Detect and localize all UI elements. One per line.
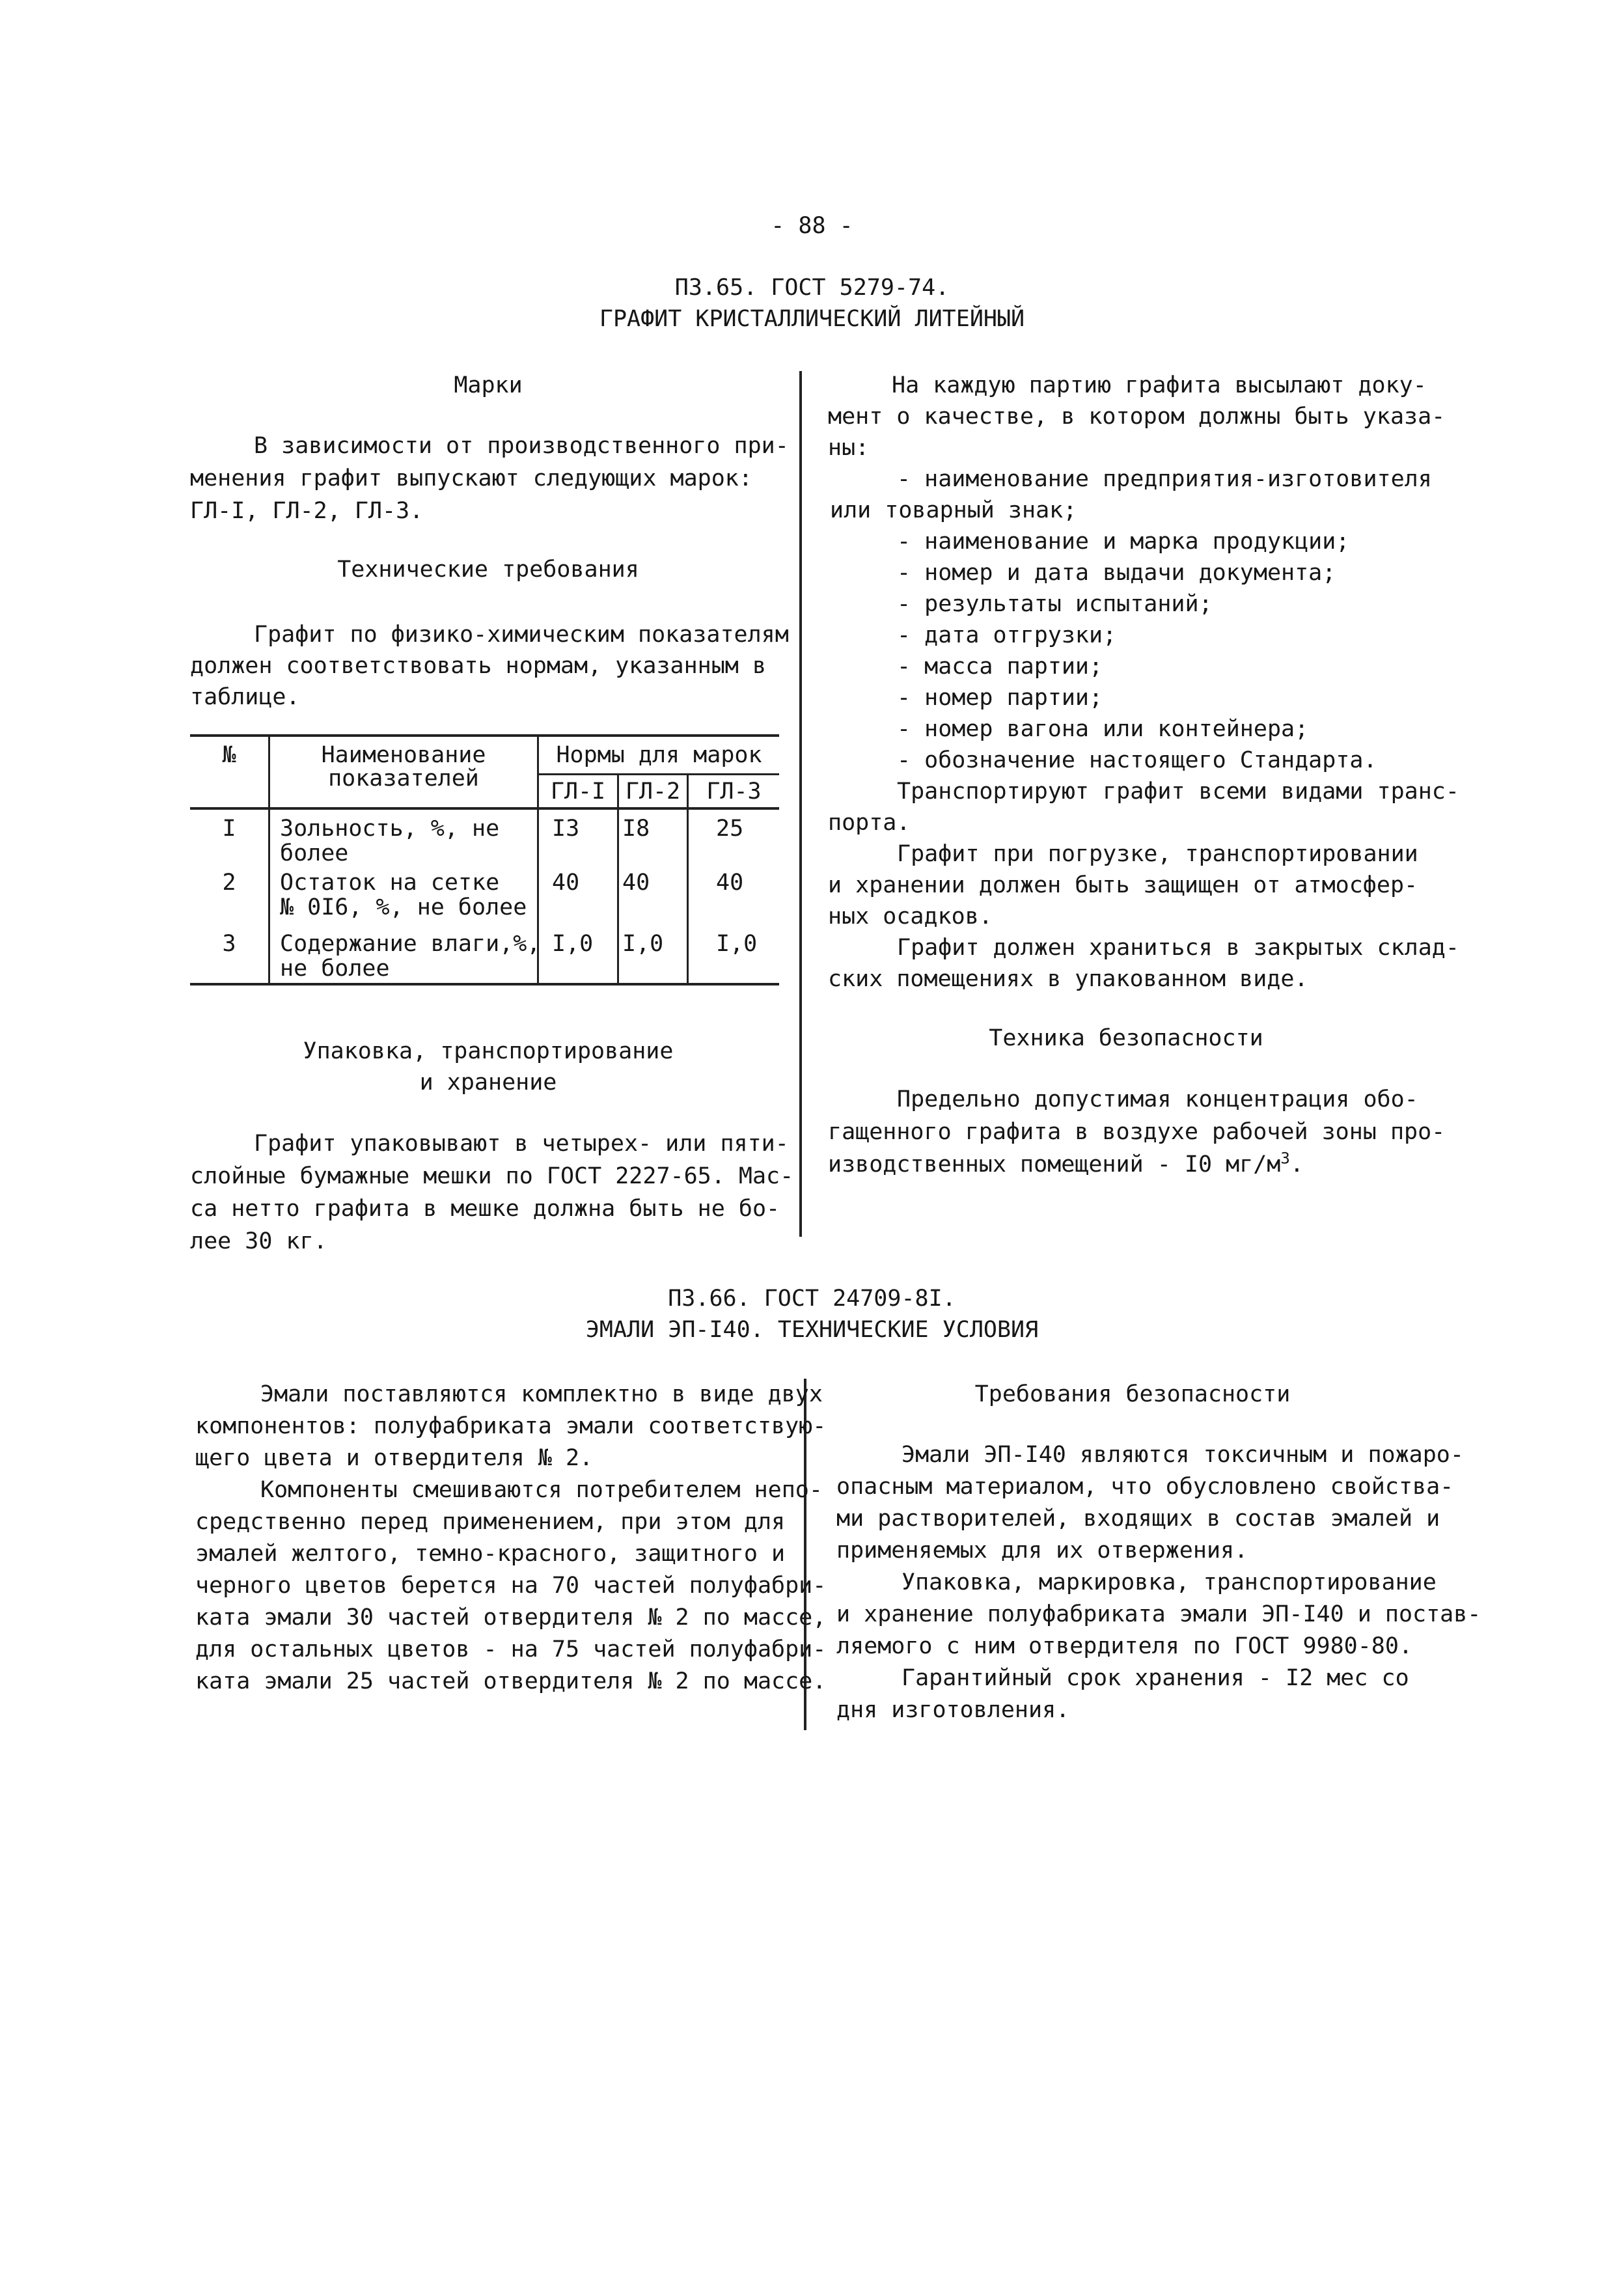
paragraph-line: Графит по физико-химическим показателям — [254, 622, 789, 648]
table-header-name: показателей — [328, 765, 479, 792]
paragraph-line: Графит упаковывают в четырех- или пяти- — [254, 1131, 789, 1157]
list-item: - наименование предприятия-изготовителя — [897, 466, 1432, 492]
superscript: 3 — [1280, 1149, 1290, 1168]
paragraph-line: ских помещениях в упакованном виде. — [828, 966, 1308, 992]
table-cell: 2 — [222, 870, 236, 896]
paragraph-line: средственно перед применением, при этом для — [195, 1509, 786, 1535]
paragraph-line: применяемых для их отвержения. — [836, 1537, 1248, 1564]
table-cell: Содержание влаги,%, — [280, 931, 541, 957]
table-cell: I,0 — [622, 931, 664, 957]
table-header-name: Наименование — [321, 742, 486, 768]
paragraph-line: ката эмали 30 частей отвердителя № 2 по массе, — [195, 1605, 827, 1631]
paragraph-line: Графит должен храниться в закрытых склад- — [897, 935, 1459, 961]
table-header-grade: ГЛ-I — [550, 779, 606, 805]
column-divider — [799, 371, 802, 1237]
paragraph-line: Транспортируют графит всеми видами транс- — [897, 779, 1459, 805]
paragraph-line: Гарантийный срок хранения - I2 мес со — [901, 1665, 1409, 1691]
table-cell: 25 — [716, 816, 744, 842]
paragraph-line: мент о качестве, в котором должны быть указа- — [828, 404, 1446, 430]
table-cell: 40 — [622, 870, 650, 896]
paragraph-line: изводственных помещений - I0 $мг/м^3$. — [828, 1149, 1304, 1178]
table-rule-bottom — [190, 983, 779, 985]
paragraph-line: Графит при погрузке, транспортировании — [897, 841, 1418, 867]
paragraph-line: Эмали ЭП-I40 являются токсичным и пожаро- — [901, 1442, 1464, 1468]
paragraph-line: черного цветов берется на 70 частей полуфабри- — [195, 1573, 827, 1599]
paragraph-line: Компоненты смешиваются потребителем непо- — [260, 1477, 823, 1503]
table-cell: более — [280, 840, 349, 866]
packing-heading: и хранение — [419, 1069, 557, 1096]
table-rule-top — [190, 734, 779, 737]
table-cell: 40 — [552, 870, 580, 896]
section1-title: ГРАФИТ КРИСТАЛЛИЧЕСКИЙ ЛИТЕЙНЫЙ — [599, 306, 1025, 332]
section2-number: П3.66. ГОСТ 24709-8I. — [668, 1286, 956, 1312]
marks-heading: Марки — [454, 372, 523, 398]
table-header-grade: ГЛ-2 — [625, 779, 681, 805]
paragraph-line: гащенного графита в воздухе рабочей зоны про- — [828, 1119, 1446, 1145]
tech-heading: Технические требования — [337, 557, 639, 583]
paragraph-line: ГЛ-I, ГЛ-2, ГЛ-3. — [190, 498, 424, 524]
table-rule-norms — [537, 773, 779, 775]
paragraph-line: порта. — [828, 810, 911, 836]
list-item: - масса партии; — [897, 654, 1103, 680]
paragraph-line: эмалей желтого, темно-красного, защитного и — [195, 1541, 786, 1567]
paragraph-line: менения графит выпускают следующих марок: — [190, 465, 752, 491]
section1-number: П3.65. ГОСТ 5279-74. — [674, 275, 950, 301]
paragraph-line: ляемого с ним отвердителя по ГОСТ 9980-80. — [836, 1633, 1413, 1659]
table-header-grade: ГЛ-3 — [706, 779, 762, 805]
table-col-line — [617, 773, 619, 984]
section2-title: ЭМАЛИ ЭП-I40. ТЕХНИЧЕСКИЕ УСЛОВИЯ — [585, 1317, 1039, 1343]
paragraph-line: ми растворителей, входящих в состав эмалей и — [836, 1506, 1440, 1532]
list-item: - обозначение настоящего Стандарта. — [897, 747, 1377, 773]
paragraph-line: лее 30 кг. — [190, 1228, 327, 1254]
table-cell: Остаток на сетке — [280, 870, 500, 896]
paragraph-line: таблице. — [190, 684, 300, 710]
paragraph-line: компонентов: полуфабриката эмали соответствую- — [195, 1413, 827, 1439]
paragraph-line: и хранении должен быть защищен от атмосфер- — [828, 872, 1418, 898]
paragraph-line: дня изготовления. — [836, 1697, 1070, 1723]
paragraph-line: щего цвета и отвердителя № 2. — [195, 1445, 594, 1471]
table-cell: I3 — [552, 816, 580, 842]
list-item: или товарный знак; — [830, 497, 1077, 523]
paragraph-line: должен соответствовать нормам, указанным в — [190, 653, 767, 679]
paragraph-line: и хранение полуфабриката эмали ЭП-I40 и постав- — [836, 1601, 1481, 1627]
list-item: - номер и дата выдачи документа; — [897, 560, 1336, 586]
paragraph-line: слойные бумажные мешки по ГОСТ 2227-65. Мас- — [190, 1163, 794, 1189]
paragraph-line: опасным материалом, что обусловлено свойства- — [836, 1474, 1454, 1500]
table-cell: I8 — [622, 816, 650, 842]
safety-heading: Техника безопасности — [989, 1025, 1263, 1051]
table-cell: 3 — [222, 931, 236, 957]
table-cell: 40 — [716, 870, 744, 896]
table-cell: Зольность, %, не — [280, 816, 500, 842]
paragraph-line: Эмали поставляются комплектно в виде двух — [260, 1381, 823, 1407]
paragraph-line: ных осадков. — [828, 903, 993, 930]
table-header-norms: Нормы для марок — [556, 742, 762, 768]
table-rule-header — [190, 807, 779, 810]
page-number: - 88 - — [771, 213, 853, 239]
table-header-num: № — [222, 742, 236, 768]
table-col-line — [687, 773, 689, 984]
paragraph-line: Упаковка, маркировка, транспортирование — [901, 1569, 1437, 1595]
list-item: - наименование и марка продукции; — [897, 529, 1350, 555]
paragraph-line: В зависимости от производственного при- — [254, 433, 789, 459]
packing-heading: Упаковка, транспортирование — [303, 1038, 674, 1064]
table-cell: I,0 — [716, 931, 758, 957]
table-cell: не более — [280, 956, 390, 982]
list-item: - результаты испытаний; — [897, 591, 1213, 617]
paragraph-line: для остальных цветов - на 75 частей полуфабри- — [195, 1636, 827, 1662]
paragraph-line: На каждую партию графита высылают доку- — [892, 372, 1427, 398]
table-cell: I,0 — [552, 931, 594, 957]
table-cell: I — [222, 816, 236, 842]
paragraph-line: ны: — [828, 435, 870, 461]
paragraph-line: ката эмали 25 частей отвердителя № 2 по массе. — [195, 1668, 827, 1694]
list-item: - номер вагона или контейнера; — [897, 716, 1309, 742]
list-item: - дата отгрузки; — [897, 622, 1117, 648]
paragraph-line: са нетто графита в мешке должна быть не бо- — [190, 1196, 780, 1222]
list-item: - номер партии; — [897, 685, 1103, 711]
safety-requirements-heading: Требования безопасности — [974, 1381, 1291, 1407]
paragraph-line: Предельно допустимая концентрация обо- — [897, 1086, 1418, 1112]
table-cell: № 0I6, %, не более — [280, 894, 527, 920]
